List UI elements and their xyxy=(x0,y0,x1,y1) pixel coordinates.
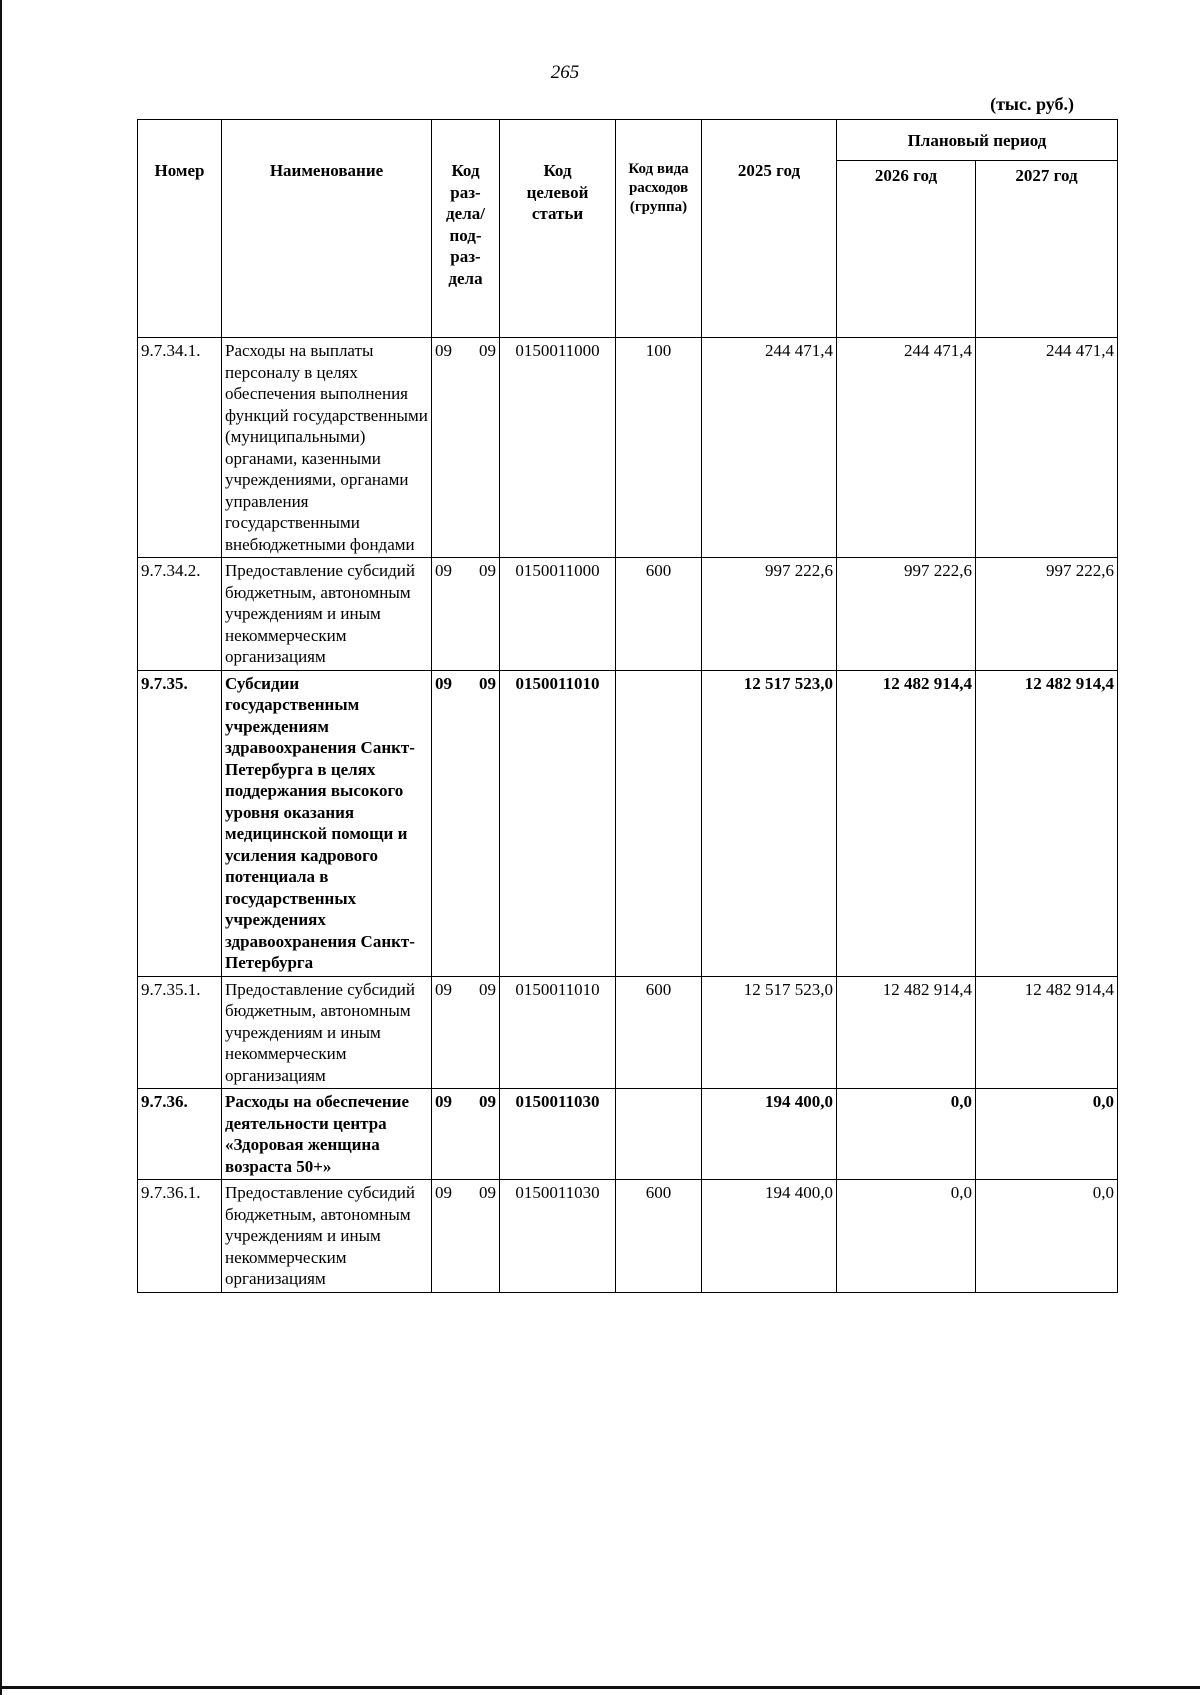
row-2025: 12 517 523,0 xyxy=(702,670,837,976)
row-expense-code: 600 xyxy=(616,1180,702,1293)
header-2026: 2026 год xyxy=(837,160,976,337)
row-expense-code: 600 xyxy=(616,558,702,671)
header-expense-line: Код вида xyxy=(628,161,689,177)
row-section-code xyxy=(432,558,500,671)
table-header xyxy=(138,120,1118,338)
row-2025: 12 517 523,0 xyxy=(702,976,837,1089)
row-name: Субсидии государственным учреждениям здравоохранения Санкт-Петербурга в целях поддержания высокого уровня оказания медицинской помощи и усиления кадрового потенциала в государственных учреждениях здравоохранения Санкт-Петербурга xyxy=(222,670,432,976)
row-target-code: 0150011010 xyxy=(500,976,616,1089)
row-subsection: 09 xyxy=(479,673,496,693)
row-number: 9.7.34.2. xyxy=(138,558,222,671)
row-section: 09 xyxy=(435,979,452,999)
row-expense-code xyxy=(616,670,702,976)
row-number: 9.7.36.1. xyxy=(138,1180,222,1293)
row-section: 09 xyxy=(435,561,452,580)
header-expense-line: (группа) xyxy=(629,199,688,215)
row-target-code: 0150011030 xyxy=(500,1089,616,1180)
row-section: 09 xyxy=(435,341,452,360)
header-section-line: раз- xyxy=(450,247,481,266)
scan-edge-bottom xyxy=(0,1686,1200,1689)
row-name: Предоставление субсидий бюджетным, автономным учреждениям и иным некоммерческим организациям xyxy=(222,1180,432,1293)
row-number: 9.7.35.1. xyxy=(138,976,222,1089)
row-section: 09 xyxy=(435,1183,452,1202)
row-2025: 244 471,4 xyxy=(702,338,837,558)
header-planned-period: Плановый период xyxy=(837,120,1118,161)
header-section-line: дела xyxy=(448,268,483,288)
header-section xyxy=(432,120,500,338)
row-target-code: 0150011000 xyxy=(500,558,616,671)
header-number: Номер xyxy=(138,120,222,338)
table-row xyxy=(138,338,1118,558)
row-expense-code: 600 xyxy=(616,976,702,1089)
row-name: Расходы на обеспечение деятельности центра «Здоровая женщина возраста 50+» xyxy=(222,1089,432,1180)
row-2027: 12 482 914,4 xyxy=(976,670,1118,976)
row-target-code: 0150011000 xyxy=(500,338,616,558)
table-row xyxy=(138,976,1118,1089)
row-name: Предоставление субсидий бюджетным, автономным учреждениям и иным некоммерческим организациям xyxy=(222,558,432,671)
row-target-code: 0150011030 xyxy=(500,1180,616,1293)
header-2027: 2027 год xyxy=(976,160,1118,337)
row-2027: 997 222,6 xyxy=(976,558,1118,671)
header-target xyxy=(500,120,616,338)
row-subsection: 09 xyxy=(479,1183,496,1202)
header-name: Наименование xyxy=(222,120,432,338)
row-number: 9.7.36. xyxy=(138,1089,222,1180)
row-section-code xyxy=(432,670,500,976)
row-2025: 194 400,0 xyxy=(702,1180,837,1293)
row-number: 9.7.34.1. xyxy=(138,338,222,558)
row-number: 9.7.35. xyxy=(138,670,222,976)
row-2026: 12 482 914,4 xyxy=(837,670,976,976)
header-target-line: целевой xyxy=(526,182,589,202)
scan-edge-left xyxy=(0,0,2,1695)
units-label: (тыс. руб.) xyxy=(990,94,1074,114)
row-section: 09 xyxy=(435,1092,452,1111)
row-section: 09 xyxy=(435,673,452,693)
row-2025: 194 400,0 xyxy=(702,1089,837,1180)
header-2025: 2025 год xyxy=(702,120,837,338)
page-number: 265 xyxy=(550,62,580,83)
table-row xyxy=(138,1180,1118,1293)
row-2027: 0,0 xyxy=(976,1089,1118,1180)
row-2027: 244 471,4 xyxy=(976,338,1118,558)
header-target-line: Код xyxy=(543,161,572,180)
header-section-line: под- xyxy=(449,225,482,245)
row-2025: 997 222,6 xyxy=(702,558,837,671)
budget-table xyxy=(137,119,1118,1293)
row-2026: 244 471,4 xyxy=(837,338,976,558)
row-2026: 0,0 xyxy=(837,1180,976,1293)
row-2026: 0,0 xyxy=(837,1089,976,1180)
row-section-code xyxy=(432,1089,500,1180)
row-subsection: 09 xyxy=(479,1092,496,1111)
row-2026: 997 222,6 xyxy=(837,558,976,671)
row-target-code: 0150011010 xyxy=(500,670,616,976)
row-section-code xyxy=(432,1180,500,1293)
row-2027: 12 482 914,4 xyxy=(976,976,1118,1089)
row-subsection: 09 xyxy=(479,979,496,999)
header-expense xyxy=(616,120,702,338)
header-target-line: статьи xyxy=(531,204,584,223)
table-body xyxy=(138,338,1118,1293)
row-2027: 0,0 xyxy=(976,1180,1118,1293)
header-expense-line: расходов xyxy=(628,180,689,196)
header-section-line: раз- xyxy=(450,182,481,202)
table-row xyxy=(138,558,1118,671)
row-name: Расходы на выплаты персоналу в целях обеспечения выполнения функций государственными (муниципальными) органами, казенными учреждениями, органами управления государственными внебюджетными фондами xyxy=(222,338,432,558)
row-subsection: 09 xyxy=(479,561,496,580)
row-subsection: 09 xyxy=(479,341,496,360)
header-section-line: дела/ xyxy=(446,204,485,223)
row-expense-code: 100 xyxy=(616,338,702,558)
table-row xyxy=(138,1089,1118,1180)
row-name: Предоставление субсидий бюджетным, автономным учреждениям и иным некоммерческим организациям xyxy=(222,976,432,1089)
header-section-line: Код xyxy=(451,161,480,180)
row-2026: 12 482 914,4 xyxy=(837,976,976,1089)
table-row xyxy=(138,670,1118,976)
row-section-code xyxy=(432,338,500,558)
row-section-code xyxy=(432,976,500,1089)
row-expense-code xyxy=(616,1089,702,1180)
